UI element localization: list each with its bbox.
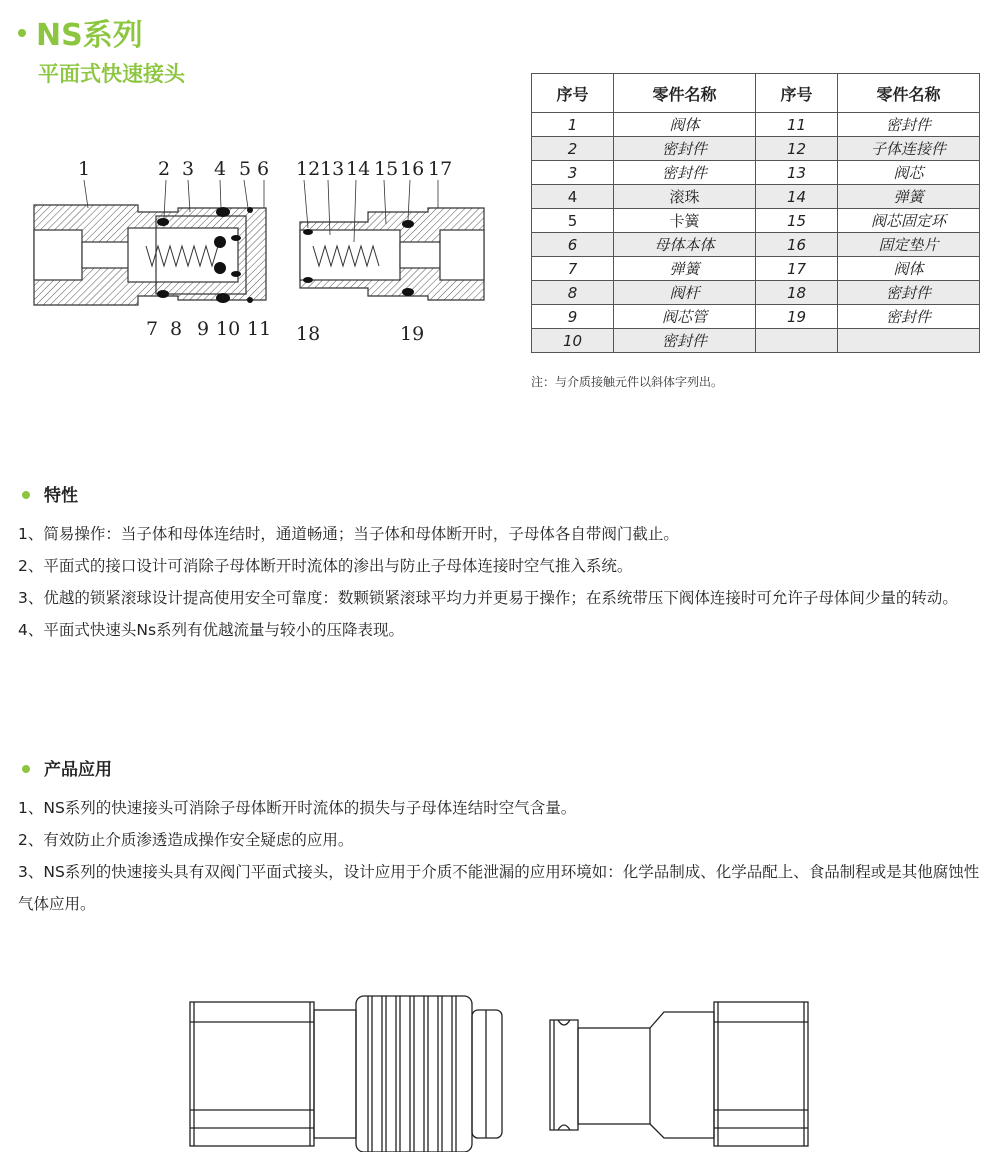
features-heading: 特性 <box>22 481 78 506</box>
list-item: 3、优越的锁紧滚球设计提高使用安全可靠度：数颗锁紧滚球平均力并更易于操作；在系统带压下阀体连接时可允许子母体间少量的转动。 <box>18 589 958 607</box>
cell-part-name <box>838 329 980 353</box>
bullet-dot-icon <box>22 765 30 773</box>
col-header-part: 零件名称 <box>614 74 756 113</box>
list-item: 1、NS系列的快速接头可消除子母体断开时流体的损失与子母体连结时空气含量。 <box>18 799 577 817</box>
table-row <box>532 233 980 257</box>
cell-no: 17 <box>756 257 838 281</box>
table-header-row <box>532 74 980 113</box>
callout-4: 4 <box>214 158 227 180</box>
female-coupler-section <box>34 205 266 305</box>
list-item: 1、简易操作：当子体和母体连结时，通道畅通；当子体和母体断开时，子母体各自带阀门截止。 <box>18 525 679 543</box>
table-row <box>532 185 980 209</box>
callout-12: 12 <box>296 158 321 180</box>
callout-16: 16 <box>400 158 425 180</box>
cell-no: 6 <box>532 233 614 257</box>
cell-no: 4 <box>532 185 614 209</box>
cell-part-name: 母体本体 <box>614 233 756 257</box>
cell-no: 7 <box>532 257 614 281</box>
male-nose <box>550 1020 578 1130</box>
list-item: 2、有效防止介质渗透造成操作安全疑虑的应用。 <box>18 831 354 849</box>
callout-8: 8 <box>170 318 183 340</box>
callout-17: 17 <box>428 158 453 180</box>
cell-part-name: 阀杆 <box>614 281 756 305</box>
cell-part-name: 弹簧 <box>838 185 980 209</box>
table-note: 注：与介质接触元件以斜体字列出。 <box>531 375 724 389</box>
cell-no: 8 <box>532 281 614 305</box>
cell-part-name: 阀芯固定环 <box>838 209 980 233</box>
cell-part-name: 弹簧 <box>614 257 756 281</box>
col-header-no: 序号 <box>532 74 614 113</box>
cell-no: 14 <box>756 185 838 209</box>
cell-no <box>756 329 838 353</box>
cell-part-name: 阀体 <box>838 257 980 281</box>
callout-18: 18 <box>296 323 321 345</box>
female-neck <box>314 1010 356 1138</box>
table-row <box>532 209 980 233</box>
table-row <box>532 305 980 329</box>
table-row <box>532 281 980 305</box>
female-front <box>472 1010 502 1138</box>
callout-3: 3 <box>182 158 195 180</box>
cell-no: 10 <box>532 329 614 353</box>
product-outline-drawing <box>186 992 816 1152</box>
series-title: NS系列 <box>18 10 143 54</box>
cell-no: 18 <box>756 281 838 305</box>
cell-no: 5 <box>532 209 614 233</box>
cell-part-name: 滚珠 <box>614 185 756 209</box>
callout-15: 15 <box>374 158 399 180</box>
cell-part-name: 密封件 <box>614 137 756 161</box>
callout-14: 14 <box>346 158 371 180</box>
table-row <box>532 137 980 161</box>
callout-2: 2 <box>158 158 171 180</box>
applications-list <box>18 792 980 920</box>
cell-part-name: 固定垫片 <box>838 233 980 257</box>
col-header-part: 零件名称 <box>838 74 980 113</box>
col-header-no: 序号 <box>756 74 838 113</box>
cell-part-name: 卡簧 <box>614 209 756 233</box>
list-item: 3、NS系列的快速接头具有双阀门平面式接头，设计应用于介质不能泄漏的应用环境如：化学品制成、化学品配上、食品制程或是其他腐蚀性气体应用。 <box>18 863 980 913</box>
callout-1: 1 <box>78 158 91 180</box>
callout-5: 5 <box>239 158 252 180</box>
cell-no: 12 <box>756 137 838 161</box>
list-item: 4、平面式快速头Ns系列有优越流量与较小的压降表现。 <box>18 621 405 639</box>
cell-part-name: 密封件 <box>614 161 756 185</box>
bullet-dot-icon <box>22 491 30 499</box>
cell-no: 13 <box>756 161 838 185</box>
cell-part-name: 密封件 <box>838 305 980 329</box>
cell-no: 15 <box>756 209 838 233</box>
applications-heading: 产品应用 <box>22 755 112 780</box>
female-hex-body <box>190 1002 314 1146</box>
cell-part-name: 子体连接件 <box>838 137 980 161</box>
table-row <box>532 329 980 353</box>
cell-no: 19 <box>756 305 838 329</box>
cell-part-name: 密封件 <box>614 329 756 353</box>
cell-part-name: 阀芯 <box>838 161 980 185</box>
bullet-dot-icon <box>18 29 26 37</box>
male-hex-body <box>714 1002 808 1146</box>
cell-part-name: 阀体 <box>614 113 756 137</box>
knurled-sleeve <box>356 996 472 1152</box>
parts-table-body <box>532 113 980 353</box>
table-row <box>532 161 980 185</box>
cell-no: 16 <box>756 233 838 257</box>
table-row <box>532 257 980 281</box>
cell-no: 2 <box>532 137 614 161</box>
cell-no: 3 <box>532 161 614 185</box>
callout-6: 6 <box>257 158 270 180</box>
features-list <box>18 518 980 646</box>
callout-11: 11 <box>247 318 272 340</box>
callout-13: 13 <box>320 158 345 180</box>
parts-table <box>531 73 980 353</box>
cell-part-name: 阀芯管 <box>614 305 756 329</box>
cell-no: 1 <box>532 113 614 137</box>
table-row <box>532 113 980 137</box>
series-subtitle: 平面式快速接头 <box>38 62 185 86</box>
callout-10: 10 <box>216 318 241 340</box>
callout-7: 7 <box>146 318 159 340</box>
cell-no: 9 <box>532 305 614 329</box>
cell-part-name: 密封件 <box>838 281 980 305</box>
callout-9: 9 <box>197 318 210 340</box>
callout-19: 19 <box>400 323 425 345</box>
cell-no: 11 <box>756 113 838 137</box>
cell-part-name: 密封件 <box>838 113 980 137</box>
list-item: 2、平面式的接口设计可消除子母体断开时流体的渗出与防止子母体连接时空气推入系统。 <box>18 557 633 575</box>
male-body <box>578 1012 714 1138</box>
